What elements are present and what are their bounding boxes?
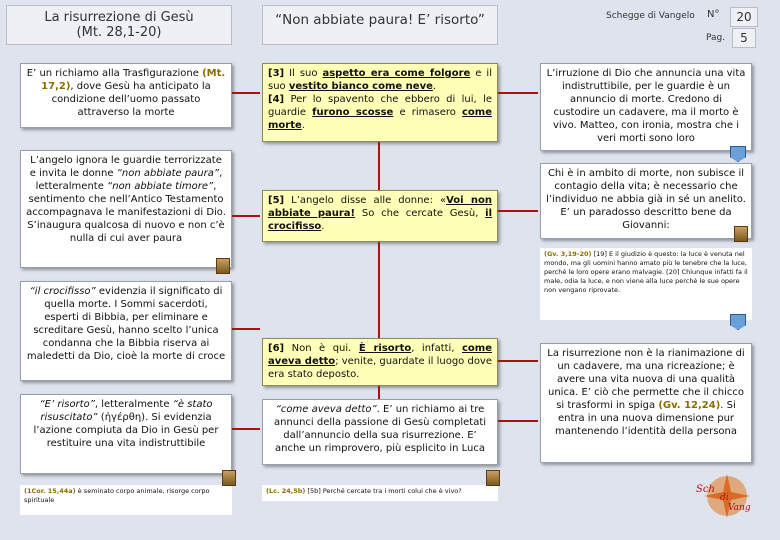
- right-footnote-text: [19] E il giudizio è questo: la luce è venuta nel mondo, ma gli uomini hanno amato più le tenebre che la luce, perché le loro opere erano malvagie. [20] Chiunque infatti fa il male, odia la luce, e non viene alla luce perché le sue opere non vengano riprovate.: [544, 250, 748, 294]
- right-r3-text-b: . Si entra in una nuova dimensione pur mantenendo l’identità della persona: [554, 400, 738, 437]
- header-page-label: Pag.: [706, 33, 726, 43]
- verse-4-highlight-2: come morte: [268, 107, 492, 131]
- arrow-right-4: [498, 420, 538, 422]
- header-left-subtitle: (Mt. 28,1-20): [76, 25, 162, 40]
- left-box-crucified: [20, 281, 232, 381]
- verse-5-text-a: L’angelo disse alle donne: «: [284, 195, 447, 206]
- verse-3-text-c: .: [432, 81, 437, 92]
- center-verse-3-4: [262, 63, 498, 142]
- left-footnote: [20, 485, 232, 515]
- verse-4-text-a: Per lo spavento che ebbero di lui, le guardie: [268, 94, 492, 118]
- verse-5-number: [5]: [268, 195, 285, 206]
- verse-5-highlight-1: Voi non abbiate paura!: [268, 195, 492, 219]
- left-b3-quote: “il crocifisso”: [29, 286, 96, 297]
- verse-5-text-c: .: [321, 221, 325, 232]
- note-icon-2: [222, 470, 236, 486]
- center-box-as-he-said: [262, 399, 498, 465]
- arrow-left-4: [232, 428, 260, 430]
- center-verse-6: [262, 338, 498, 386]
- arrow-right-1: [498, 92, 538, 94]
- arrow-center-down-1: [378, 142, 380, 190]
- left-box-transfiguration: [20, 63, 232, 128]
- center-c5-quote: “come aveva detto”: [275, 404, 377, 415]
- verse-3-highlight-2: vestito bianco come neve: [288, 81, 433, 92]
- verse-6-text-c: ; venite, guardate il luogo dove era stato deposto.: [268, 356, 493, 380]
- left-b2-text-b: , letteralmente: [35, 168, 223, 192]
- nav-down-icon-2[interactable]: [730, 314, 746, 330]
- right-box-resurrection: [540, 343, 752, 463]
- schegge-logo: [690, 470, 764, 522]
- center-verse-5: [262, 190, 498, 242]
- right-r1-text: L’irruzione di Dio che annuncia una vita indistruttibile, per le guardie è un annuncio di morte. Credono di custodire un cadavere, ma il morto è vivo. Matteo, con ironia, mostra che i veri morti sono loro: [546, 68, 746, 144]
- arrow-left-2: [232, 215, 260, 217]
- arrow-right-2: [498, 210, 538, 212]
- arrow-left-3: [232, 328, 260, 330]
- arrow-center-down-2: [378, 242, 380, 338]
- left-b2-quote2: “non abbiate timore”: [107, 181, 214, 192]
- note-icon-4: [216, 258, 230, 274]
- verse-6-highlight-2: come aveva detto: [268, 343, 492, 367]
- left-box-angel: [20, 150, 232, 268]
- left-footnote-text: è seminato corpo animale, risorge corpo spirituale: [24, 487, 210, 504]
- verse-5-text-b: So che cercate Gesù,: [355, 208, 486, 219]
- header-page-value: 5: [732, 28, 756, 48]
- verse-3-number: [3]: [268, 68, 285, 79]
- center-footnote: [262, 485, 498, 501]
- page-title: “Non abbiate paura! E’ risorto”: [275, 12, 485, 28]
- verse-6-text-b: , infatti,: [411, 343, 462, 354]
- verse-6-text-a: Non è qui.: [284, 343, 359, 354]
- right-r3-text-a: La risurrezione non è la rianimazione di un cadavere, ma una ricreazione; è avere una vita nuova di una qualità unica. E’ ciò che permette che il chicco si trasformi in spiga: [547, 348, 745, 411]
- center-footnote-text: [5b] Perché cercate tra i morti colui che è vivo?: [305, 487, 462, 495]
- center-footnote-ref: (Lc. 24,5b): [266, 487, 306, 495]
- left-b4-greek: (ἠγέρθη). Si evidenzia l’azione compiuta da Dio in Gesù per restituire una vita indistruttibile: [33, 412, 219, 449]
- verse-5-highlight-2: il crocifisso: [268, 208, 493, 232]
- left-b4-quote: “E’ risorto”: [39, 399, 95, 410]
- arrow-left-1: [232, 92, 260, 94]
- verse-3-text-b: e il suo: [268, 68, 492, 92]
- header-left-title-box: [6, 5, 232, 45]
- verse-4-text-b: e rimasero: [393, 107, 462, 118]
- header-number-value: 20: [730, 7, 758, 27]
- left-b2-text-c: , sentimento che nell’Antico Testamento accompagnava le manifestazioni di Dio. S’inaugura qualcosa di nuovo e non c’è nulla di cui aver paura: [26, 181, 226, 244]
- verse-4-text-c: .: [301, 120, 305, 131]
- nav-down-icon-1[interactable]: [730, 146, 746, 162]
- svg-text:di: di: [720, 493, 729, 503]
- left-b4-quote2: “è stato risuscitato”: [40, 399, 213, 423]
- header-series-name: Schegge di Vangelo: [606, 11, 695, 21]
- left-b2-text-a: L’angelo ignora le guardie terrorizzate e invita le donne: [29, 155, 222, 179]
- right-box-paradox: [540, 163, 752, 239]
- left-box-risen: [20, 394, 232, 474]
- arrow-center-down-3: [378, 386, 380, 399]
- left-b1-ref: (Mt. 17,2): [41, 68, 226, 92]
- svg-text:Vang: Vang: [728, 503, 751, 513]
- center-c5-rest: . E’ un richiamo ai tre annunci della passione di Gesù completati dall’annuncio della sua risurrezione. E’ anche un rimprovero, più esplicito in Luca: [273, 404, 487, 454]
- right-r2-text: Chi è in ambito di morte, non subisce il contagio della vita; è necessario che l’individuo ne abbia già in sé un anelito. E’ un paradosso descritto bene da Giovanni:: [546, 168, 746, 231]
- note-icon-1: [734, 226, 748, 242]
- svg-text:Sch: Sch: [696, 484, 715, 495]
- schegge-logo-graphic: [690, 470, 764, 522]
- left-b2-quote1: “non abbiate paura”: [116, 168, 220, 179]
- left-b4-text-a: , letteralmente: [94, 399, 173, 410]
- left-footnote-ref: (1Cor. 15,44a): [24, 487, 76, 495]
- right-r3-ref: (Gv. 12,24): [658, 400, 721, 411]
- verse-3-text-a: Il suo: [284, 68, 323, 79]
- header-left-title: La risurrezione di Gesù: [44, 10, 194, 25]
- verse-4-highlight-1: furono scosse: [312, 107, 394, 118]
- left-b1-text: E’ un richiamo alla Trasfigurazione: [26, 68, 199, 79]
- verse-3-highlight-1: aspetto era come folgore: [322, 68, 471, 79]
- right-footnote-ref: (Gv. 3,19-20): [544, 250, 592, 258]
- verse-6-highlight-1: È risorto: [358, 343, 412, 354]
- verse-6-number: [6]: [268, 343, 285, 354]
- verse-4-number: [4]: [268, 94, 285, 105]
- left-b1-rest: , dove Gesù ha anticipato la condizione dell’uomo passato attraverso la morte: [51, 81, 211, 118]
- note-icon-3: [486, 470, 500, 486]
- header-center-title-box: [262, 5, 498, 45]
- right-footnote: [540, 248, 752, 320]
- left-b3-rest: evidenzia il significato di quella morte. I Sommi sacerdoti, esperti di Bibbia, per eliminare e screditare Gesù, hanno scelto l’unica condanna che la Bibbia riserva ai maledetti da Dio, cioè la morte di croce: [26, 286, 226, 362]
- header-number-label: N°: [707, 9, 720, 20]
- right-box-irruption: [540, 63, 752, 151]
- arrow-right-3: [498, 360, 538, 362]
